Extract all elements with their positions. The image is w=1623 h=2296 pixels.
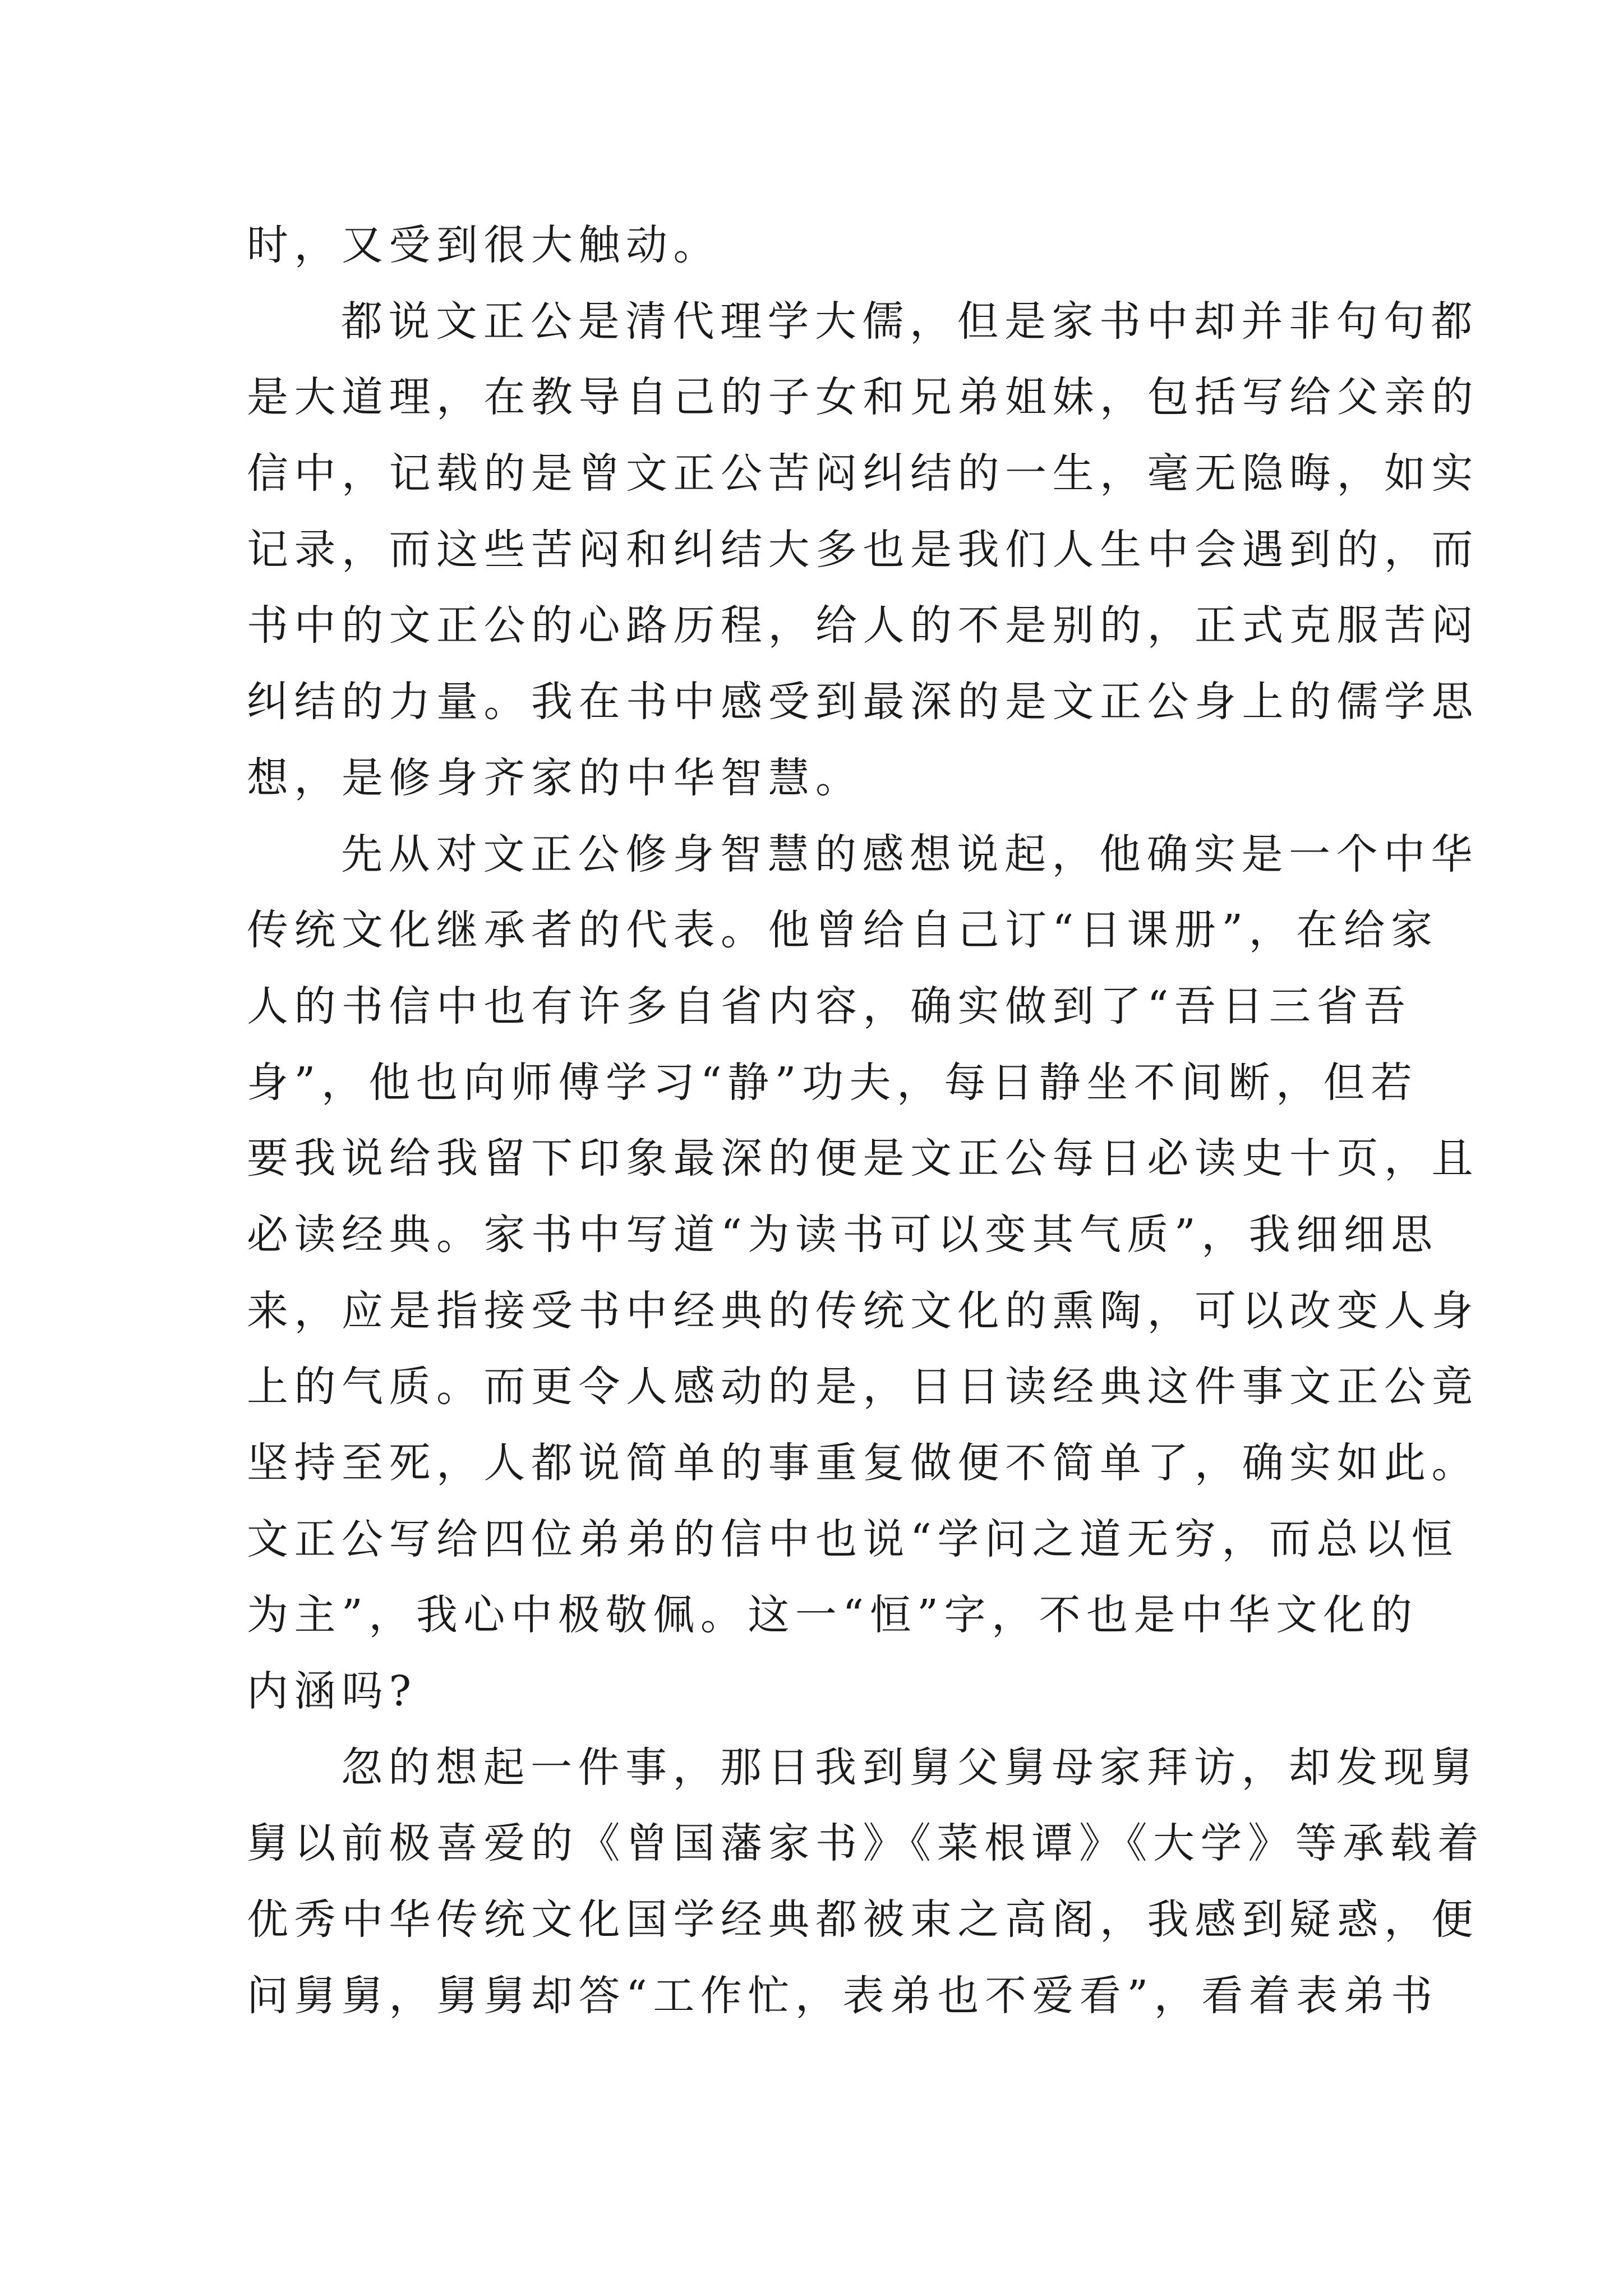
text-line-10: 传统文化继承者的代表。他曾给自己订“日课册”，在给家 (247, 906, 1438, 955)
text-line-3: 是大道理，在教导自己的子女和兄弟姐妹，包括写给父亲的 (247, 373, 1479, 422)
essay-body (247, 208, 1485, 2035)
text-line-19: 为主”，我心中极敬佩。这一“恒”字，不也是中华文化的 (247, 1591, 1418, 1640)
text-line-14: 必读经典。家书中写道“为读书可以变其气质”，我细细思 (247, 1210, 1438, 1259)
text-line-18: 文正公写给四位弟弟的信中也说“学问之道无穷，而总以恒 (247, 1515, 1459, 1563)
text-line-2: 都说文正公是清代理学大儒，但是家书中却并非句句都 (341, 297, 1478, 346)
text-line-20: 内涵吗? (247, 1667, 417, 1716)
text-line-5: 记录，而这些苦闷和纠结大多也是我们人生中会遇到的，而 (247, 525, 1479, 574)
text-line-1: 时，又受到很大触动。 (247, 221, 721, 269)
text-line-16: 上的气质。而更令人感动的是，日日读经典这件事文正公竟 (247, 1363, 1479, 1411)
text-line-24: 问舅舅，舅舅却答“工作忙，表弟也不爱看”，看着表弟书 (247, 1971, 1438, 2020)
text-line-11: 人的书信中也有许多自省内容，确实做到了“吾日三省吾 (247, 982, 1412, 1030)
text-line-17: 坚持至死，人都说简单的事重复做便不简单了，确实如此。 (247, 1439, 1479, 1487)
text-line-12: 身”，他也向师傅学习“静”功夫，每日静坐不间断，但若 (247, 1058, 1418, 1107)
text-line-15: 来，应是指接受书中经典的传统文化的熏陶，可以改变人身 (247, 1286, 1479, 1335)
text-line-4: 信中，记载的是曾文正公苦闷纠结的一生，毫无隐晦，如实 (247, 449, 1479, 498)
text-line-6: 书中的文正公的心路历程，给人的不是别的，正式克服苦闷 (247, 601, 1479, 650)
text-line-23: 优秀中华传统文化国学经典都被束之高阁，我感到疑惑，便 (247, 1895, 1479, 1944)
text-line-9: 先从对文正公修身智慧的感想说起，他确实是一个中华 (341, 830, 1478, 878)
text-line-8: 想，是修身齐家的中华智慧。 (247, 753, 863, 802)
text-line-7: 纠结的力量。我在书中感受到最深的是文正公身上的儒学思 (247, 678, 1479, 726)
text-line-22: 舅以前极喜爱的《曾国藩家书》《菜根谭》《大学》等承载着 (247, 1819, 1485, 1868)
text-line-13: 要我说给我留下印象最深的便是文正公每日必读史十页，且 (247, 1134, 1479, 1183)
text-line-21: 忽的想起一件事，那日我到舅父舅母家拜访，却发现舅 (341, 1743, 1478, 1792)
